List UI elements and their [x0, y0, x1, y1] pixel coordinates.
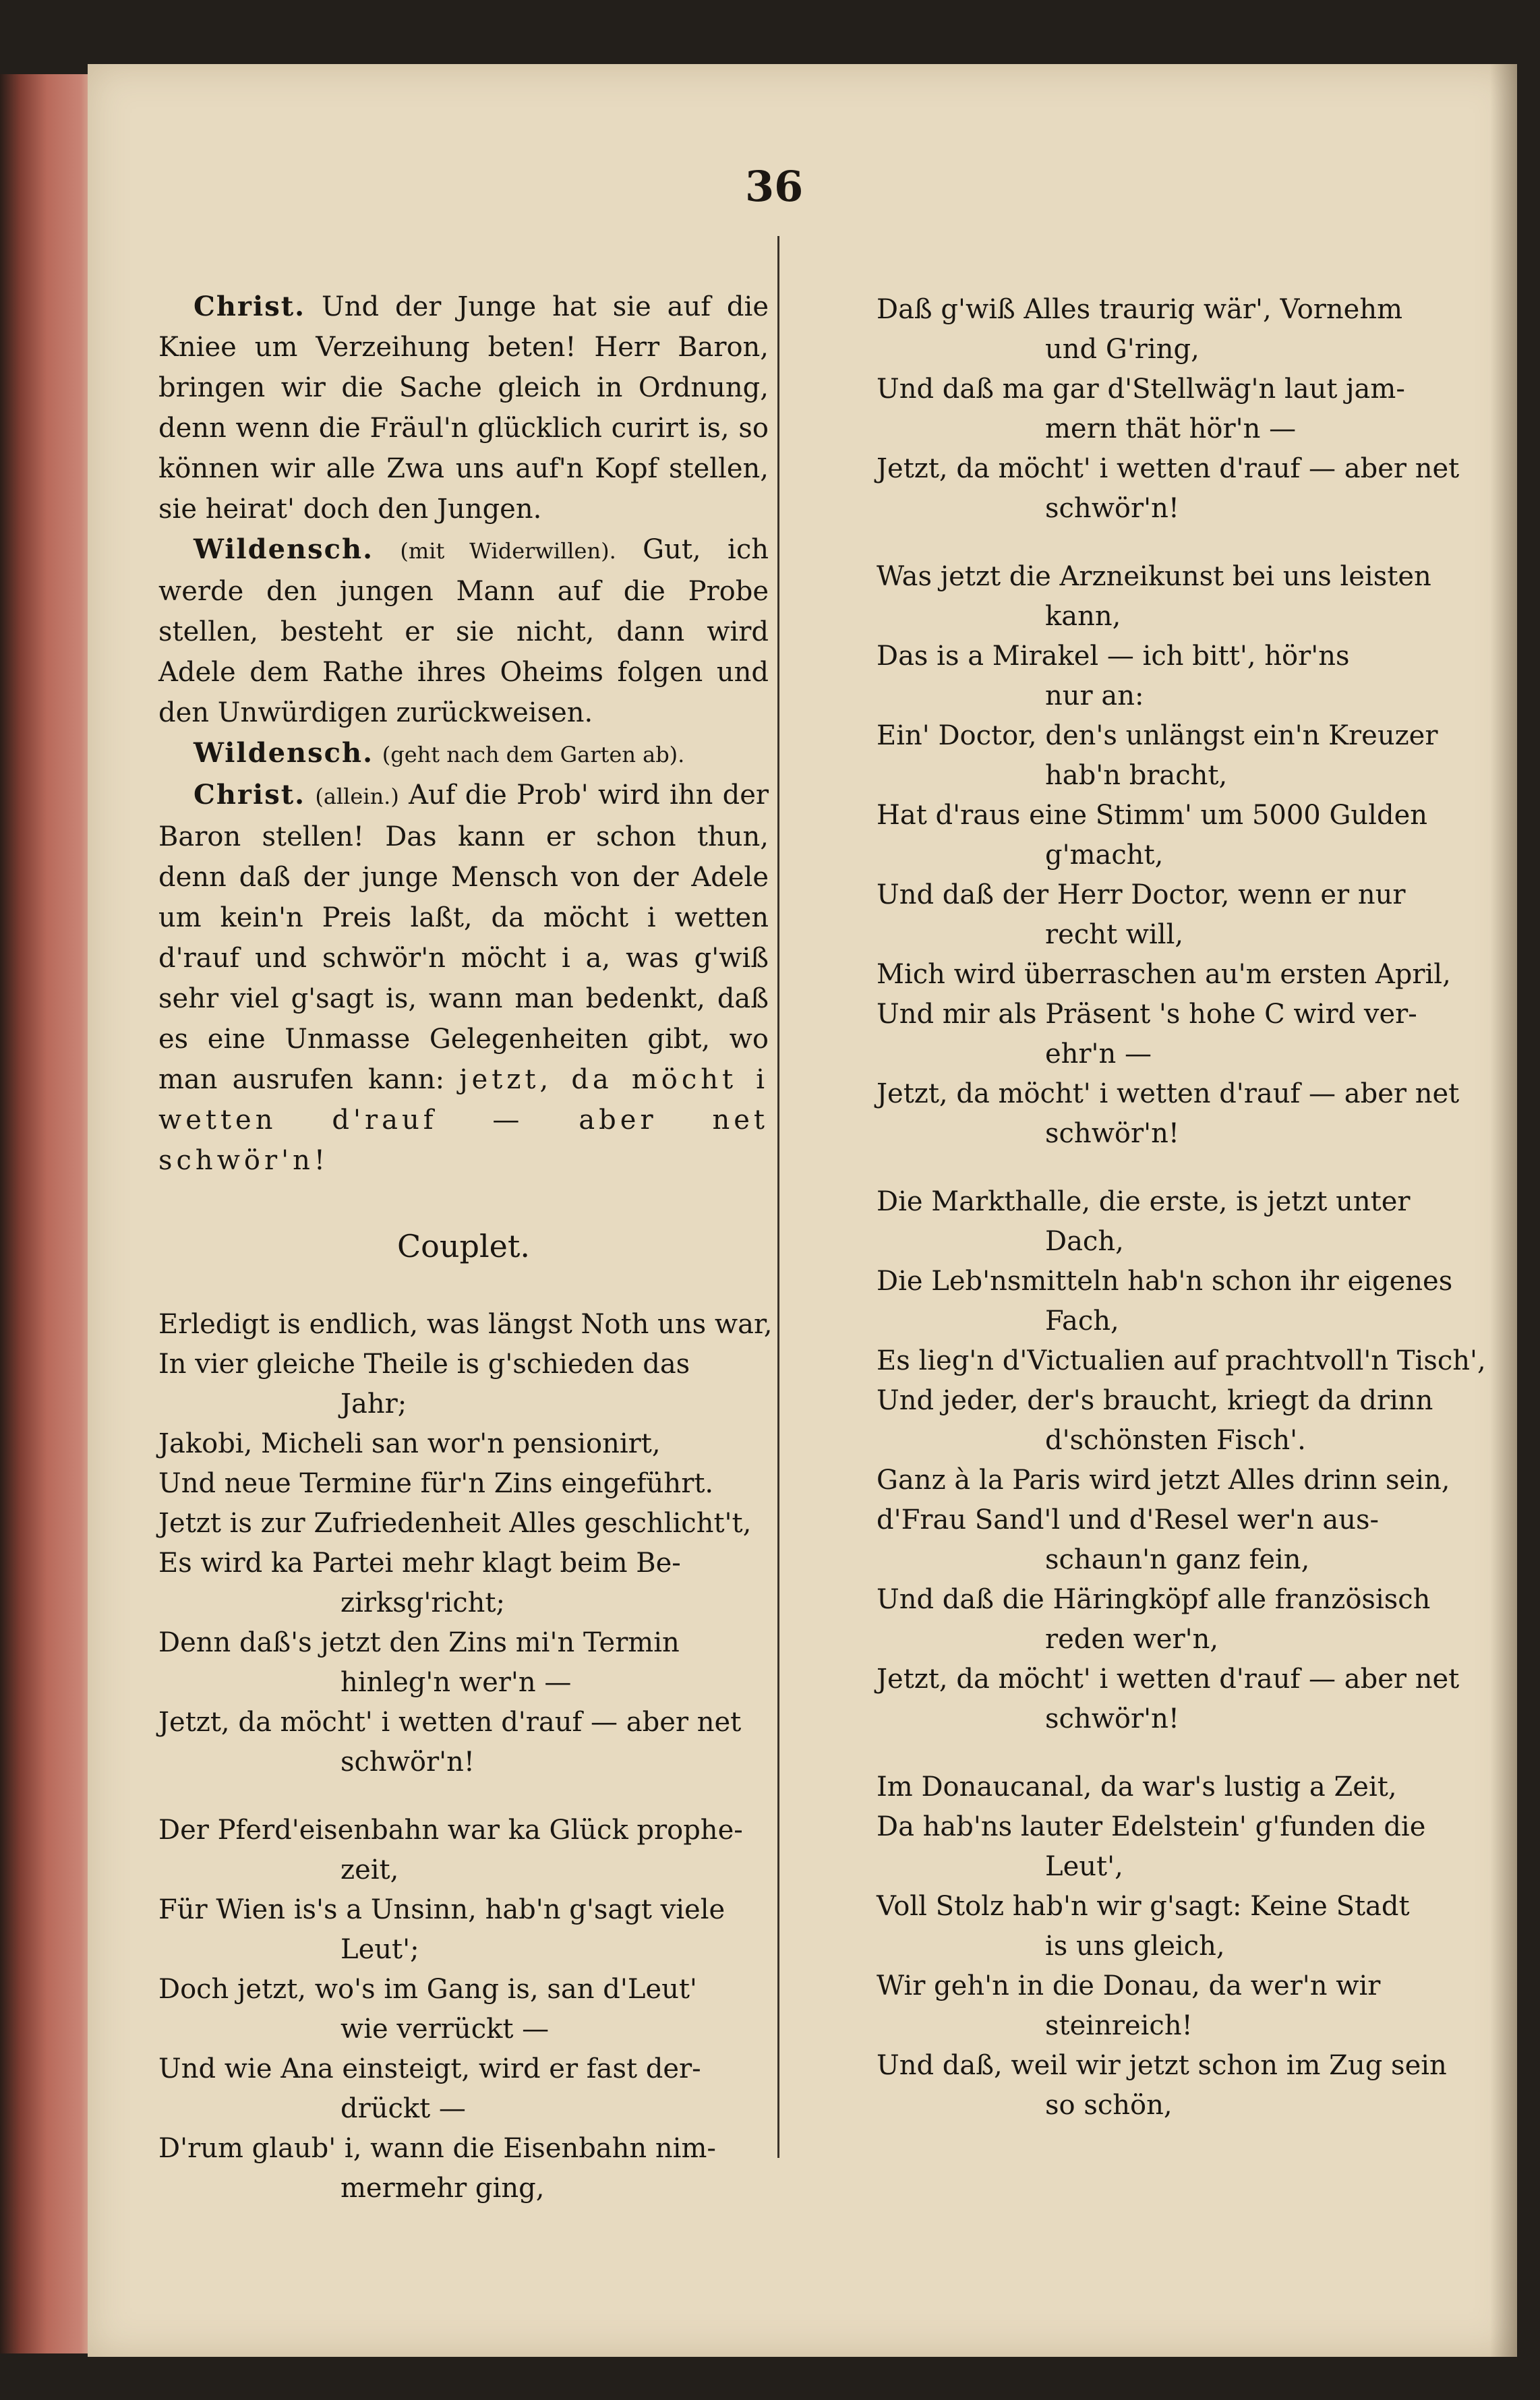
emphasized-refrain: jetzt, da möcht i wetten d'rauf — aber net schwör'n! [158, 1064, 769, 1176]
dialogue-text: Auf die Prob' wird ihn der Baron stellen! Das kann er schon thun, denn daß der junge Mensch von der Adele um kein'n Preis laßt, da möcht i wetten d'rauf und schwör'n möcht i a, was g'wiß sehr viel g'sagt is, wann man bedenkt, daß es eine Unmasse Gelegenheiten gibt, wo man ausrufen kann: [158, 780, 769, 1095]
verse-line: Denn daß's jetzt den Zins mi'n Termin [158, 1627, 680, 1658]
verse-line: Und daß die Häringköpf alle französisch [877, 1584, 1431, 1615]
column-divider [777, 236, 779, 2158]
verse-line: d'schönsten Fisch'. [1045, 1425, 1306, 1456]
dialogue-text: Gut, ich werde den jungen Mann auf die Probe stellen, besteht er sie nicht, dann wird Adele dem Rathe ihres Oheims folgen und den Unwürdigen zurückweisen. [158, 534, 769, 728]
verse-line: Und daß ma gar d'Stellwäg'n laut jam- [877, 374, 1405, 405]
verse-line: Jahr; [340, 1388, 407, 1419]
stanza-gap [877, 1739, 1483, 1767]
verse-line: mern thät hör'n — [1045, 413, 1297, 444]
speaker-name: Christ. [194, 291, 306, 322]
left-verses [158, 1305, 773, 2208]
stanza [877, 1182, 1486, 1739]
verse-line: Daß g'wiß Alles traurig wär', Vornehm [877, 294, 1403, 325]
verse-line: drückt — [340, 2093, 466, 2124]
verse-line: schaun'n ganz fein, [1045, 1544, 1310, 1575]
dialogue-text: Und der Junge hat sie auf die Kniee um Verzeihung beten! Herr Baron, bringen wir die Sache gleich in Ordnung, denn wenn die Fräul'n glücklich curirt is, so können wir alle Zwa uns auf'n Kopf stellen, sie heirat' doch den Jungen. [158, 291, 769, 525]
verse-line: schwör'n! [1045, 493, 1179, 524]
verse-line: zirksg'richt; [340, 1587, 505, 1618]
verse-line: D'rum glaub' i, wann die Eisenbahn nim- [158, 2133, 716, 2164]
verse-line: Und wie Ana einsteigt, wird er fast der- [158, 2053, 701, 2084]
stage-direction: (allein.) [315, 784, 399, 809]
verse-line: is uns gleich, [1045, 1931, 1225, 1962]
verse-line: Und mir als Präsent 's hohe C wird ver- [877, 999, 1417, 1030]
left-column [158, 287, 773, 2208]
verse-line: steinreich! [1045, 2010, 1193, 2041]
verse-line: Und daß, weil wir jetzt schon im Zug sein [877, 2050, 1447, 2081]
verse-line: Dach, [1045, 1226, 1124, 1257]
verse-line: Jetzt, da möcht' i wetten d'rauf — aber net [877, 453, 1460, 484]
right-verses [877, 290, 1486, 2126]
verse-line: Erledigt is endlich, was längst Noth uns war, [158, 1309, 773, 1340]
verse-line: Jakobi, Micheli san wor'n pensionirt, [158, 1428, 661, 1459]
book-page-edges [0, 74, 101, 2353]
verse-line: g'macht, [1045, 840, 1164, 871]
verse-line: Die Markthalle, die erste, is jetzt unter [877, 1186, 1411, 1217]
verse-line: reden wer'n, [1045, 1624, 1219, 1655]
verse-line: nur an: [1045, 680, 1144, 711]
verse-line: Im Donaucanal, da war's lustig a Zeit, [877, 1772, 1397, 1803]
verse-line: mermehr ging, [340, 2173, 545, 2204]
verse-line: Jetzt is zur Zufriedenheit Alles geschlicht't, [158, 1508, 752, 1539]
verse-line: schwör'n! [340, 1747, 475, 1778]
verse-line: zeit, [340, 1854, 399, 1885]
dialogue-paragraph [158, 733, 769, 775]
verse-line: kann, [1045, 601, 1121, 632]
verse-line: Jetzt, da möcht' i wetten d'rauf — aber net [158, 1707, 742, 1738]
verse-line: Leut'; [340, 1934, 419, 1965]
stanza-gap [877, 1154, 1483, 1182]
stanza-gap [158, 1782, 769, 1811]
verse-line: Mich wird überraschen au'm ersten April, [877, 959, 1451, 990]
verse-line: schwör'n! [1045, 1703, 1179, 1734]
page-number: 36 [745, 162, 804, 211]
verse-line: Für Wien is's a Unsinn, hab'n g'sagt viele [158, 1894, 725, 1925]
verse-line: Jetzt, da möcht' i wetten d'rauf — aber net [877, 1078, 1460, 1109]
verse-line: Voll Stolz hab'n wir g'sagt: Keine Stadt [877, 1891, 1410, 1922]
verse-line: hab'n bracht, [1045, 760, 1228, 791]
verse-line: recht will, [1045, 919, 1184, 950]
verse-line: Doch jetzt, wo's im Gang is, san d'Leut' [158, 1974, 697, 2005]
dialogue-paragraph [158, 529, 769, 733]
verse-line: so schön, [1045, 2090, 1173, 2121]
speaker-name: Wildensch. [194, 737, 374, 769]
right-column [877, 290, 1486, 2126]
verse-line: Wir geh'n in die Donau, da wer'n wir [877, 1970, 1381, 2001]
verse-line: Und daß der Herr Doctor, wenn er nur [877, 879, 1406, 910]
verse-line: Leut', [1045, 1851, 1123, 1882]
verse-line: hinleg'n wer'n — [340, 1667, 572, 1698]
page-gutter-shadow [1490, 64, 1517, 2357]
verse-line: Die Leb'nsmitteln hab'n schon ihr eigenes [877, 1266, 1453, 1297]
verse-line: In vier gleiche Theile is g'schieden das [158, 1349, 690, 1380]
stanza [877, 290, 1483, 529]
dialogue-paragraph [158, 775, 769, 1181]
verse-line: Es lieg'n d'Victualien auf prachtvoll'n Tisch', [877, 1345, 1486, 1376]
verse-line: Was jetzt die Arzneikunst bei uns leisten [877, 561, 1431, 592]
verse-line: Es wird ka Partei mehr klagt beim Be- [158, 1548, 681, 1579]
stanza [158, 1305, 773, 1782]
stanza-gap [877, 529, 1483, 557]
verse-line: Das is a Mirakel — ich bitt', hör'ns [877, 641, 1350, 672]
stage-direction: (mit Widerwillen). [400, 538, 616, 564]
verse-line: Der Pferd'eisenbahn war ka Glück prophe- [158, 1815, 743, 1846]
stanza [877, 1767, 1483, 2126]
stanza [158, 1811, 769, 2208]
stanza [877, 557, 1483, 1154]
speaker-name: Christ. [194, 779, 306, 811]
verse-line: Ganz à la Paris wird jetzt Alles drinn sein, [877, 1465, 1450, 1496]
verse-line: und G'ring, [1045, 334, 1200, 365]
verse-line: Und neue Termine für'n Zins eingeführt. [158, 1468, 714, 1499]
verse-line: Jetzt, da möcht' i wetten d'rauf — aber net [877, 1664, 1460, 1695]
verse-line: Da hab'ns lauter Edelstein' g'funden die [877, 1811, 1426, 1842]
verse-line: Ein' Doctor, den's unlängst ein'n Kreuzer [877, 720, 1438, 751]
speaker-name: Wildensch. [194, 533, 374, 565]
verse-line: Hat d'raus eine Stimm' um 5000 Gulden [877, 800, 1428, 831]
verse-line: wie verrückt — [340, 2014, 550, 2045]
stage-direction: (geht nach dem Garten ab). [382, 742, 685, 767]
dialogue-paragraph [158, 287, 769, 529]
verse-line: ehr'n — [1045, 1038, 1152, 1070]
verse-line: Fach, [1045, 1306, 1119, 1337]
verse-line: schwör'n! [1045, 1118, 1179, 1149]
verse-line: d'Frau Sand'l und d'Resel wer'n aus- [877, 1504, 1380, 1535]
verse-line: Und jeder, der's braucht, kriegt da drinn [877, 1385, 1433, 1416]
couplet-heading: Couplet. [396, 1228, 530, 1264]
